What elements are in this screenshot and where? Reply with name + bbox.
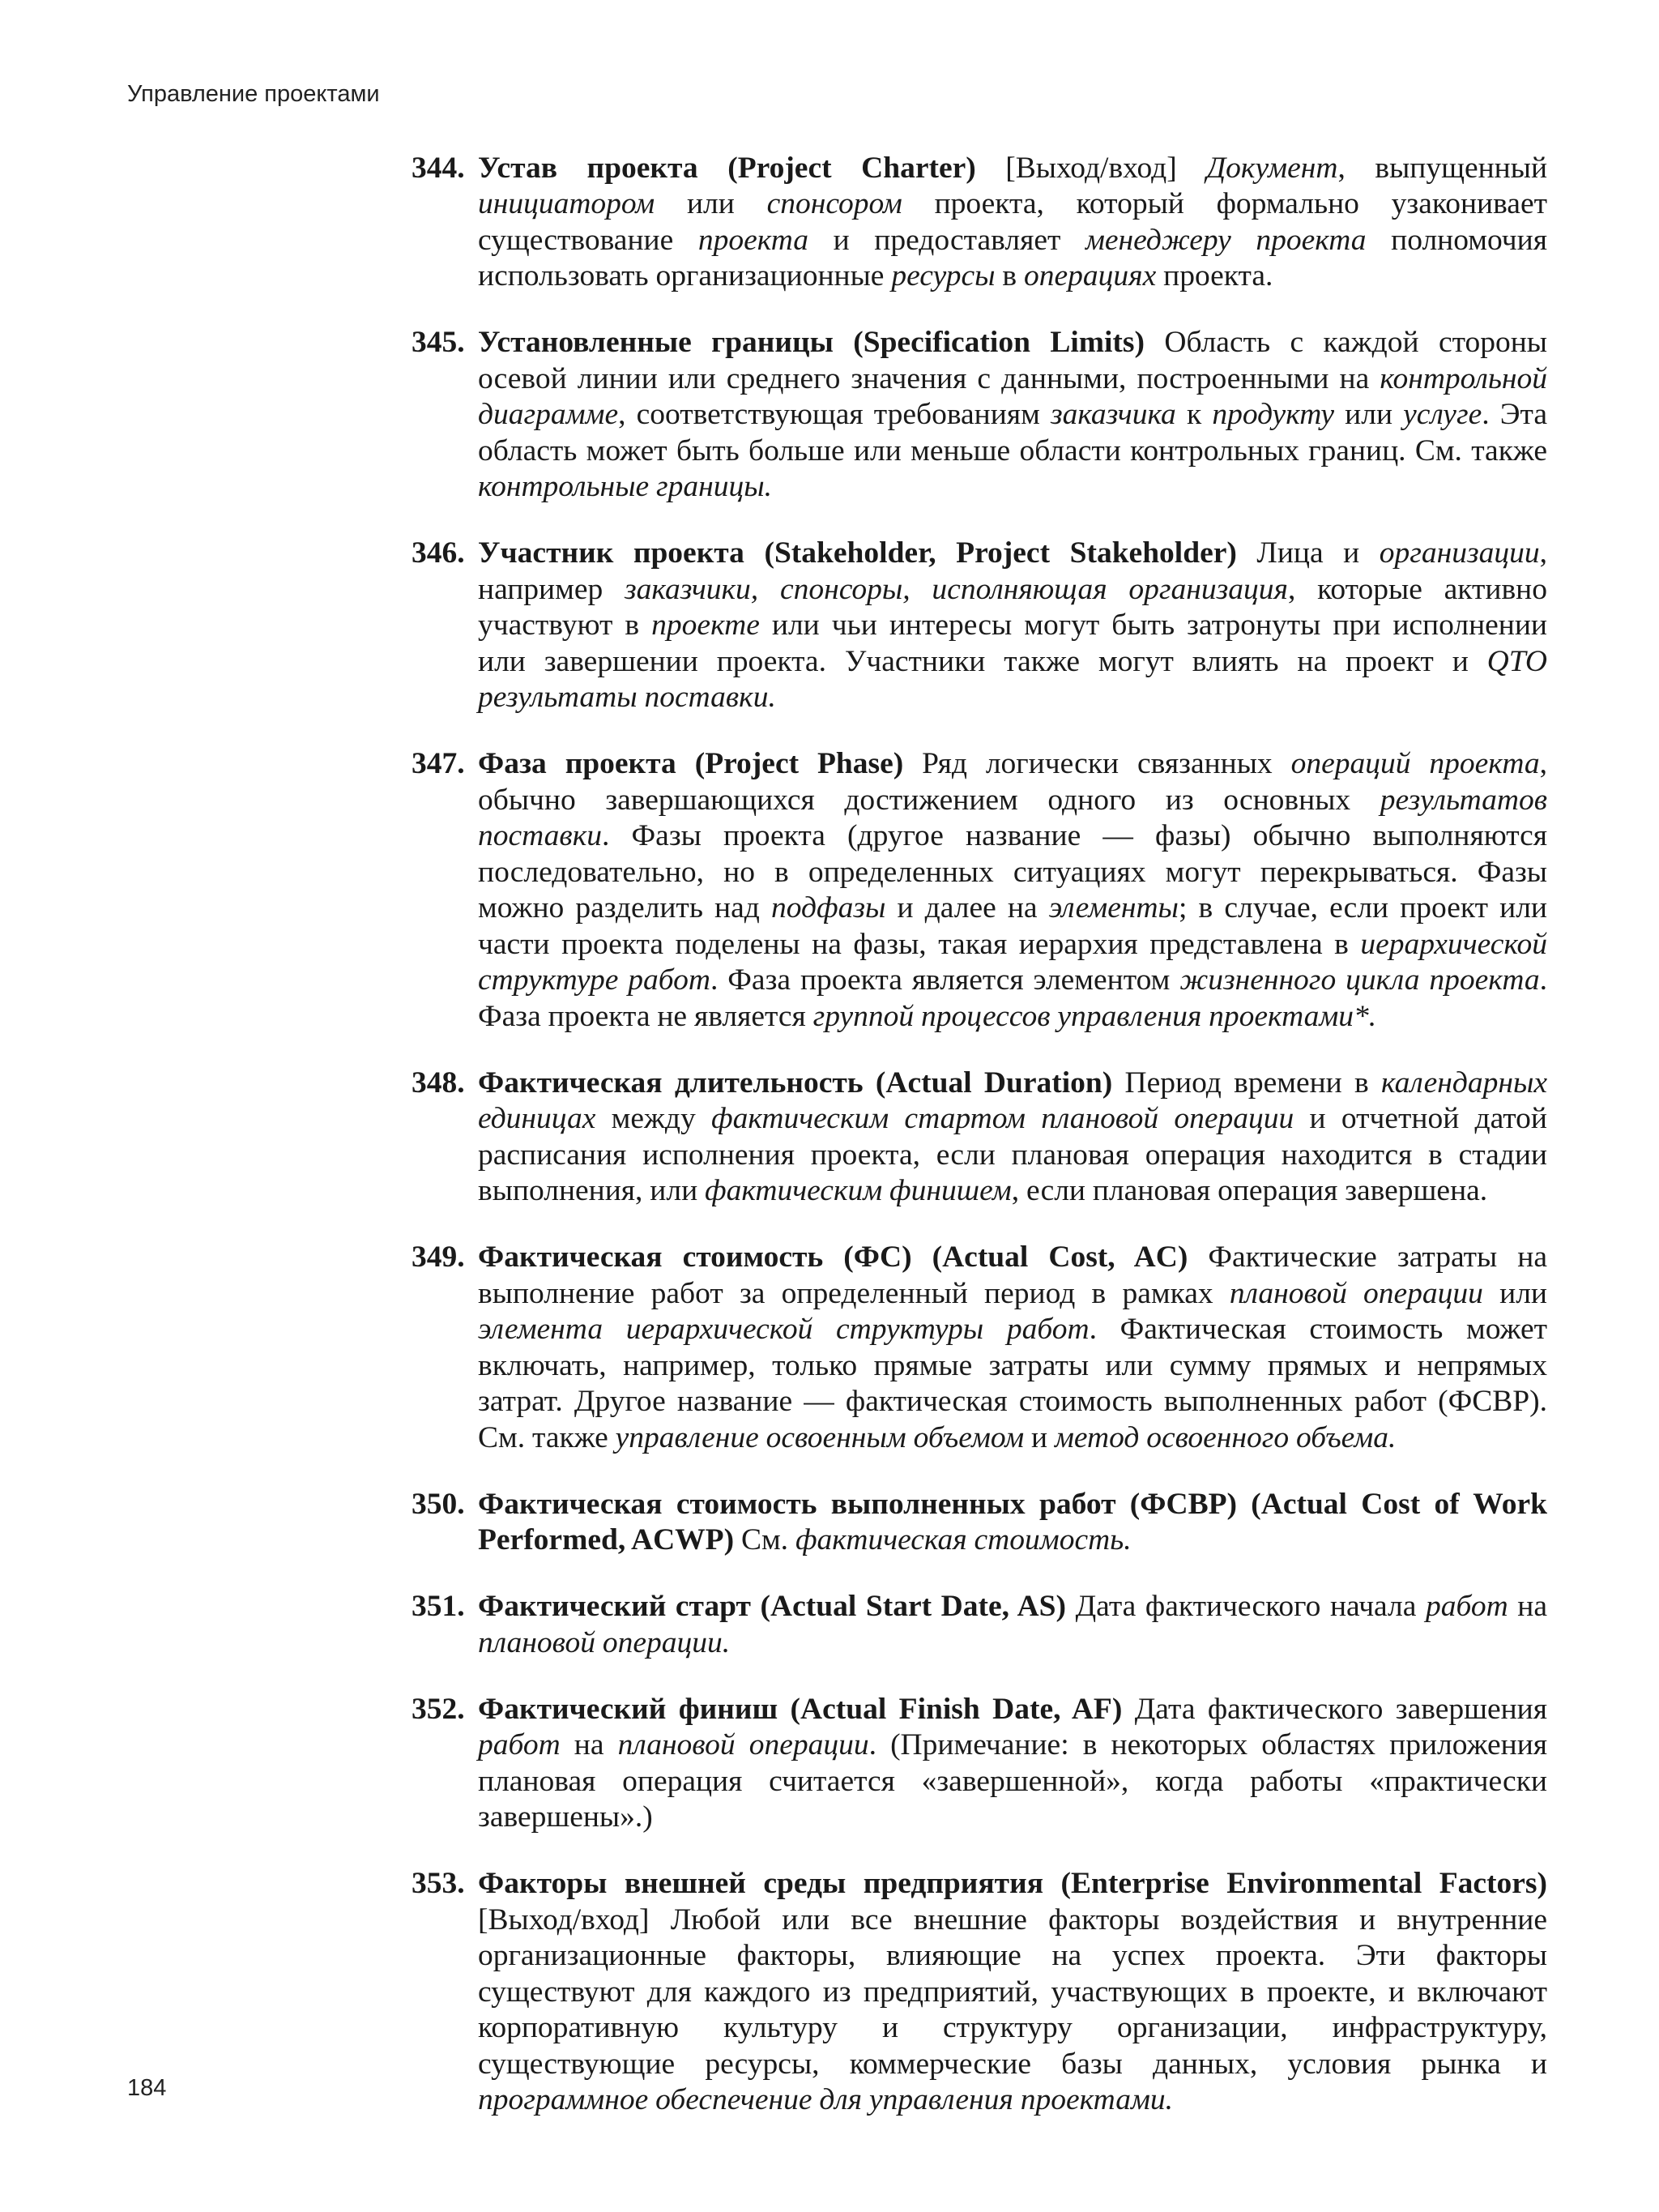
entry-definition: , обычно завершающихся достижением одного из основных (478, 747, 1548, 817)
entry-term: Участник проекта (Stakeholder, Project Stakeholder) (478, 536, 1237, 570)
entry-definition: или (1334, 398, 1404, 431)
glossary-entry (412, 1487, 1547, 1559)
glossary-entry (412, 1240, 1547, 1456)
entry-text (478, 326, 1547, 503)
entry-definition: . Фазы проекта (другое название — фазы) обычно выполняются последовательно, но в определенных ситуациях могут перекрываться. Фазы можно разделить над (478, 819, 1547, 925)
entry-text (478, 536, 1547, 714)
entry-term: Фаза проекта (Project Phase) (478, 747, 904, 780)
entry-number: 351. (412, 1590, 465, 1623)
entry-crossref: Документ (1206, 151, 1338, 185)
glossary-entry (412, 325, 1547, 506)
entry-term: Установленные границы (Specification Limits) (478, 326, 1145, 359)
entry-definition: . Фаза проекта не является (478, 963, 1548, 1033)
entry-crossref: календарных единицах (478, 1065, 1547, 1135)
entry-text (478, 1488, 1547, 1557)
entry-number: 344. (412, 151, 465, 185)
entry-crossref: услуге (1403, 398, 1482, 431)
entry-number: 352. (412, 1692, 465, 1726)
entry-definition: [Выход/вход] (975, 151, 1207, 185)
entry-definition: Лица и (1236, 536, 1380, 570)
glossary-entry (412, 1866, 1547, 2119)
entry-text (478, 747, 1547, 1033)
entry-definition: или (1482, 1276, 1548, 1310)
entry-crossref: плановой операции. (478, 1625, 731, 1659)
entry-crossref: ресурсы (891, 259, 996, 293)
glossary-entry (412, 1065, 1547, 1210)
entry-definition: и далее на (885, 891, 1049, 925)
entry-definition: Дата фактического завершения (1122, 1692, 1547, 1726)
entry-text (478, 1241, 1547, 1454)
entry-crossref: работ (1425, 1590, 1508, 1623)
entry-number: 346. (412, 536, 465, 570)
entry-definition: Период времени в (1112, 1065, 1381, 1100)
entry-definition: на (1508, 1590, 1547, 1623)
entry-definition: , соответствующая требованиям (618, 398, 1051, 431)
entry-definition: или чьи интересы могут быть затронуты при исполнении или завершении проекта. Участники также могут влиять на проект и (478, 609, 1547, 678)
entry-crossref: менеджеру проекта (1085, 223, 1367, 257)
entry-crossref: спонсором (766, 187, 902, 220)
entry-crossref: иерархической структуре работ (478, 927, 1547, 997)
entry-crossref: фактическая стоимость. (795, 1523, 1132, 1557)
entry-crossref: управление освоенным объемом (615, 1420, 1025, 1454)
entry-crossref: QTO результаты поставки. (478, 644, 1547, 714)
entry-definition: . (Примечание: в некоторых областях приложения плановая операция считается «завершенной», когда работы «практически завершены».) (478, 1728, 1548, 1834)
glossary-entry (412, 746, 1547, 1035)
entry-crossref: контрольные границы. (478, 470, 773, 503)
glossary-entry (412, 1692, 1547, 1836)
entry-definition: , которые активно участвуют в (478, 572, 1548, 642)
entry-term: Фактическая длительность (Actual Duration) (478, 1065, 1113, 1100)
entry-definition: и (1024, 1420, 1055, 1454)
entry-crossref: программное обеспечение для управления проектами. (478, 2083, 1174, 2116)
entry-crossref: подфазы (770, 891, 886, 925)
glossary-entry (412, 151, 1547, 295)
entry-crossref: инициатором (478, 187, 655, 220)
entry-definition: Ряд логически связанных (903, 747, 1291, 780)
entry-definition: , выпущенный (1337, 151, 1548, 185)
entry-definition: . Фактическая стоимость может включать, например, только прямые затраты или сумму прямых и непрямых затрат. Другое название — фактическая стоимость выполненных работ (ФСВР). См. также (478, 1313, 1548, 1454)
page-number: 184 (127, 2075, 167, 2101)
entry-definition: проекта. (1156, 259, 1273, 293)
entry-crossref: операциях (1024, 259, 1157, 293)
entry-definition: [Выход/вход] Любой или все внешние факторы воздействия и внутренние организационные факторы, влияющие на успех проекта. Эти факторы существуют для каждого из предприятий, участвующих в проекте, и включают корпоративную культуру и структуру организации, инфраструктуру, существующие ресурсы, коммерческие базы данных, условия рынка и (478, 1902, 1547, 2081)
entry-term: Устав проекта (Project Charter) (478, 151, 976, 185)
entry-number: 353. (412, 1867, 465, 1900)
glossary-entry (412, 536, 1547, 716)
entry-number: 348. (412, 1065, 465, 1100)
entry-number: 349. (412, 1241, 465, 1274)
entry-crossref: организации (1379, 536, 1540, 570)
entry-term: Фактическая стоимость выполненных работ (ФСВР) (Actual Cost of Work Performed, ACWP) (478, 1487, 1547, 1557)
entry-crossref: группой процессов управления проектами*. (812, 999, 1377, 1033)
entry-crossref: жизненного цикла проекта (1179, 963, 1540, 997)
entry-definition: , если плановая операция завершена. (1011, 1174, 1488, 1207)
entry-definition: . Эта область может быть больше или меньше области контрольных границ. См. также (478, 398, 1547, 468)
entry-term: Фактический финиш (Actual Finish Date, AF) (478, 1692, 1123, 1726)
entry-definition: проекта, который формально узаконивает существование (478, 187, 1547, 257)
entry-definition: между (595, 1102, 712, 1135)
entry-crossref: заказчика (1050, 398, 1176, 431)
entry-text (478, 1693, 1547, 1834)
entry-text (478, 1867, 1547, 2116)
entry-definition: и отчетной датой расписания исполнения проекта, если плановая операция находится в стадии выполнения, или (478, 1102, 1547, 1207)
entry-definition: ; в случае, если проект или части проекта поделены на фазы, такая иерархия представлена в (478, 891, 1547, 961)
entry-text (478, 152, 1547, 293)
entry-crossref: фактическим финишем (705, 1174, 1012, 1207)
entry-number: 350. (412, 1487, 465, 1521)
entry-definition: к (1175, 398, 1213, 431)
entry-definition: в (995, 259, 1025, 293)
entry-number: 345. (412, 326, 465, 359)
running-header: Управление проектами (127, 81, 380, 107)
entry-definition: . Фаза проекта является элементом (710, 963, 1180, 997)
entry-text (478, 1066, 1547, 1208)
entry-crossref: работ (478, 1728, 561, 1761)
entry-crossref: плановой операции (1229, 1276, 1483, 1310)
entry-crossref: проекта (697, 223, 809, 257)
entry-definition: Область с каждой стороны осевой линии или среднего значения с данными, построенными на (478, 326, 1547, 395)
entry-crossref: элементы (1048, 891, 1179, 925)
entry-definition: и предоставляет (808, 223, 1085, 257)
entry-crossref: заказчики, спонсоры, исполняющая организация (625, 572, 1288, 606)
glossary-entries (412, 120, 1547, 2131)
entry-definition: , например (478, 536, 1547, 606)
entry-term: Фактический старт (Actual Start Date, AS) (478, 1590, 1066, 1623)
entry-term: Факторы внешней среды предприятия (Enterprise Environmental Factors) (478, 1867, 1547, 1900)
entry-crossref: операций проекта (1290, 747, 1540, 780)
entry-crossref: фактическим стартом плановой операции (711, 1102, 1294, 1135)
entry-definition: Дата фактического начала (1065, 1590, 1426, 1623)
glossary-entry (412, 1589, 1547, 1661)
entry-crossref: плановой операции (617, 1728, 869, 1761)
entry-crossref: элемента иерархической структуры работ (478, 1313, 1090, 1346)
entry-crossref: продукту (1212, 398, 1335, 431)
entry-definition: на (560, 1728, 618, 1761)
entry-crossref: результатов поставки (478, 783, 1547, 852)
entry-crossref: метод освоенного объема. (1054, 1420, 1397, 1454)
entry-definition: Фактические затраты на выполнение работ за определенный период в рамках (478, 1241, 1547, 1310)
entry-definition: полномочия использовать организационные (478, 223, 1547, 293)
entry-number: 347. (412, 747, 465, 780)
entry-text (478, 1590, 1547, 1659)
entry-term: Фактическая стоимость (ФС) (Actual Cost, AC) (478, 1241, 1188, 1274)
entry-definition: или (655, 187, 767, 220)
entry-crossref: проекте (651, 609, 760, 642)
entry-crossref: контрольной диаграмме (478, 361, 1547, 431)
entry-definition: См. (734, 1523, 795, 1557)
